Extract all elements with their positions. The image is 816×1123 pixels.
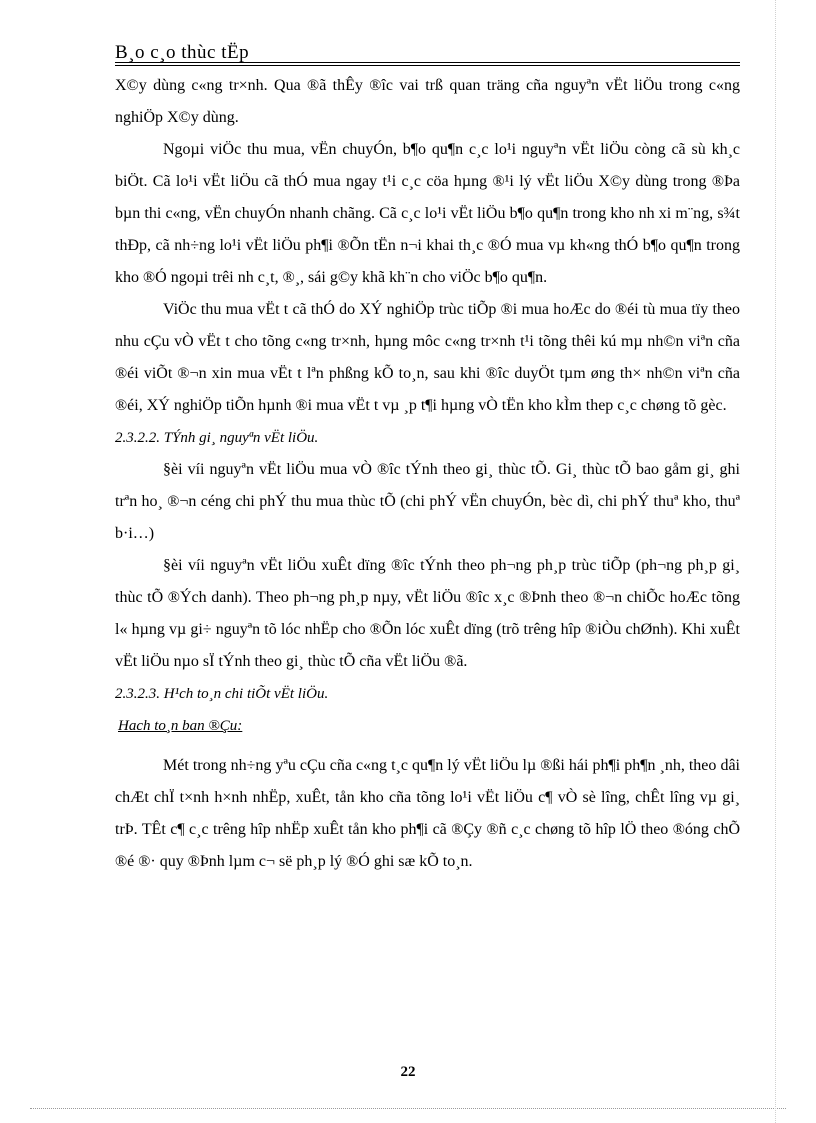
- section-heading-2-3-2-3: 2.3.2.3. H¹ch to¸n chi tiÕt vËt liÖu.: [115, 686, 329, 702]
- paragraph-5: §èi víi nguyªn vËt liÖu xuÊt dïng ®îc tÝnh theo ph¬ng ph¸p trùc tiÕp (ph¬ng ph¸p gi¸ thùc tÕ ®Ých danh). Theo ph¬ng ph¸p nµy, vËt liÖu ®îc x¸c ®Þnh theo ®¬n chiÕc hoÆc tõng l« hµng vµ gi÷ nguyªn tõ lóc nhËp cho ®Õn lóc xuÊt dïng (trõ trêng hîp ®iÒu chØnh). Khi xuÊt vËt liÖu nµo sÏ tÝnh theo gi¸ thùc tÕ cña vËt liÖu ®ã.: [115, 557, 740, 670]
- footer-dotted-rule: [30, 1108, 786, 1109]
- page-number: 22: [400, 1064, 416, 1080]
- paragraph-3: ViÖc thu mua vËt t cã thÓ do XÝ nghiÖp trùc tiÕp ®i mua hoÆc do ®éi tù mua tïy theo nhu cÇu vÒ vËt t cho tõng c«ng tr×nh, hµng môc c«ng tr×nh t¹i tõng thêi kú mµ nh©n viªn cña ®éi viÕt ®¬n xin mua vËt t lªn phßng kÕ to¸n, sau khi ®îc duyÖt tµm øng th× nh©n viªn cña ®éi, XÝ nghiÖp tiÕn hµnh ®i mua vËt t vµ ¸p t¶i hµng vÒ tËn kho kÌm thep c¸c chøng tõ gèc.: [115, 301, 740, 414]
- body-text: [115, 70, 740, 878]
- section-heading-2-3-2-2: 2.3.2.2. TÝnh gi¸ nguyªn vËt liÖu.: [115, 430, 319, 446]
- header-rule-bottom: [115, 65, 740, 66]
- margin-dotted-rule: [775, 0, 776, 1123]
- paragraph-6: Mét trong nh÷ng yªu cÇu cña c«ng t¸c qu¶n lý vËt liÖu lµ ®ßi hái ph¶i ph¶n ¸nh, theo dâi chÆt chÏ t×nh h×nh nhËp, xuÊt, tån kho cña tõng lo¹i vËt liÖu c¶ vÒ sè lîng, chÊt lîng vµ gi¸ trÞ. TÊt c¶ c¸c trêng hîp nhËp xuÊt tån kho ph¶i cã ®Çy ®ñ c¸c chøng tõ hîp lÖ theo ®óng chÕ ®é ®· quy ®Þnh lµm c¬ së ph¸p lý ®Ó ghi sæ kÕ to¸n.: [115, 757, 740, 870]
- running-header: B¸o c¸o thùc tËp: [115, 42, 250, 63]
- subheading-initial-accounting: Hach to¸n ban ®Çu:: [118, 718, 243, 734]
- paragraph-4: §èi víi nguyªn vËt liÖu mua vÒ ®îc tÝnh theo gi¸ thùc tÕ. Gi¸ thùc tÕ bao gåm gi¸ ghi trªn ho¸ ®¬n céng chi phÝ thu mua thùc tÕ (chi phÝ vËn chuyÓn, bèc dì, chi phÝ thuª kho, thuª b·i…): [115, 461, 740, 542]
- header-rule-top: [115, 62, 740, 63]
- paragraph-2: Ngoµi viÖc thu mua, vËn chuyÓn, b¶o qu¶n c¸c lo¹i nguyªn vËt liÖu còng cã sù kh¸c biÖt. Cã lo¹i vËt liÖu cã thÓ mua ngay t¹i c¸c cöa hµng ®¹i lý vËt liÖu X©y dùng trong ®Þa bµn thi c«ng, vËn chuyÓn nhanh chãng. Cã c¸c lo¹i vËt liÖu b¶o qu¶n trong kho nh xi m¨ng, s¾t thÐp, cã nh÷ng lo¹i vËt liÖu ph¶i ®Õn tËn n¬i khai th¸c ®Ó mua vµ kh«ng thÓ b¶o qu¶n trong kho ®Ó ngoµi trêi nh c¸t, ®¸, sái g©y khã kh¨n cho viÖc b¶o qu¶n.: [115, 141, 740, 286]
- paragraph-1: X©y dùng c«ng tr×nh. Qua ®ã thÊy ®îc vai trß quan träng cña nguyªn vËt liÖu trong c«ng nghiÖp X©y dùng.: [115, 77, 740, 126]
